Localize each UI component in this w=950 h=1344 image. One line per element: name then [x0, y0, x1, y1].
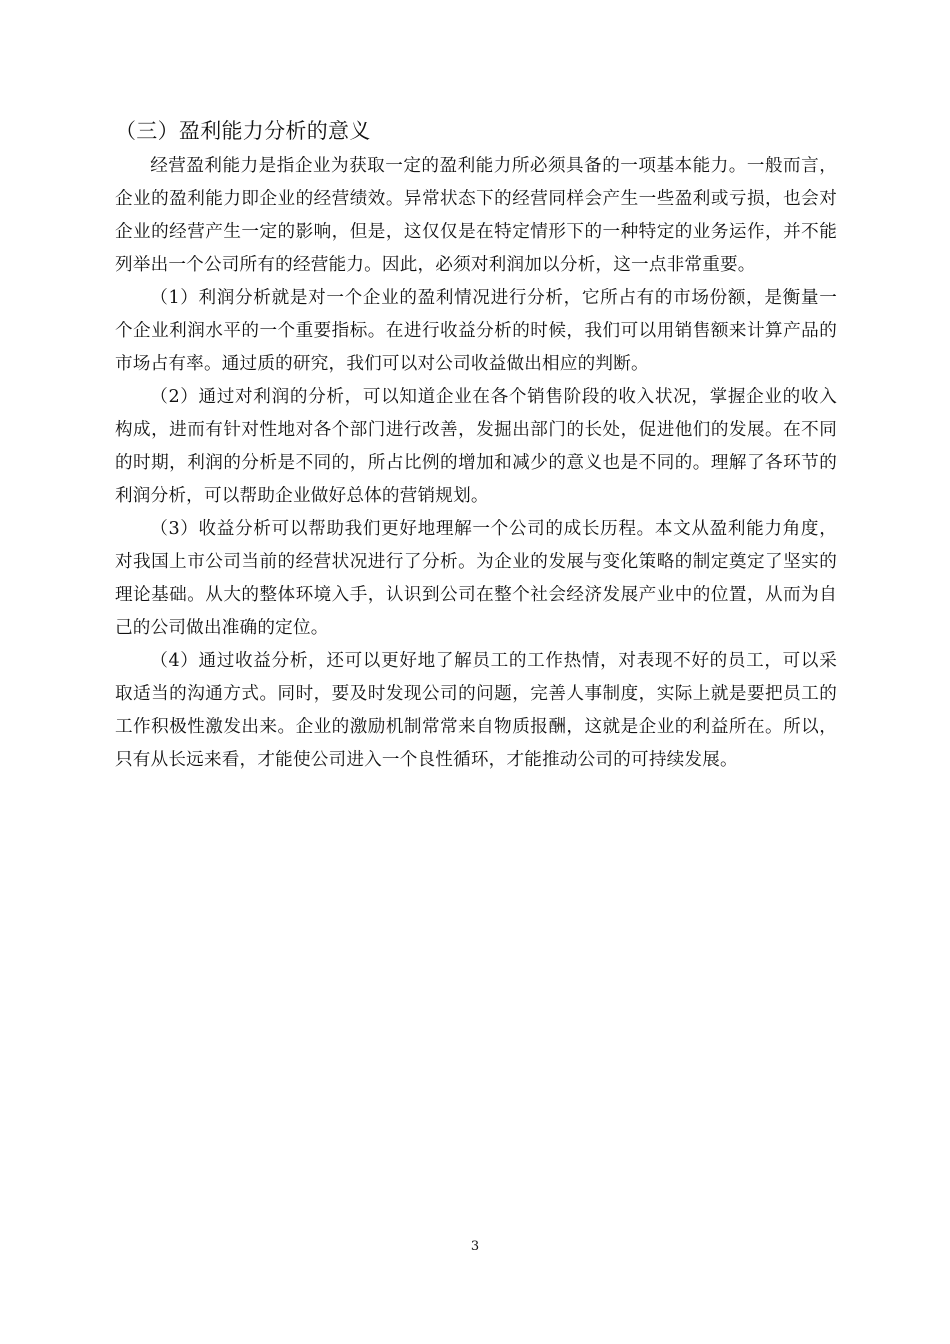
- paragraph-point-1: （1）利润分析就是对一个企业的盈利情况进行分析，它所占有的市场份额，是衡量一个企业利润水平的一个重要指标。在进行收益分析的时候，我们可以用销售额来计算产品的市场占有率。通过质的研究，我们可以对公司收益做出相应的判断。: [115, 288, 837, 374]
- section-heading: （三）盈利能力分析的意义: [115, 119, 371, 143]
- paragraph-point-4: （4）通过收益分析，还可以更好地了解员工的工作热情，对表现不好的员工，可以采取适当的沟通方式。同时，要及时发现公司的问题，完善人事制度，实际上就是要把员工的工作积极性激发出来。企业的激励机制常常来自物质报酬，这就是企业的利益所在。所以，只有从长远来看，才能使公司进入一个良性循环，才能推动公司的可持续发展。: [115, 651, 837, 770]
- paragraph-point-2: （2）通过对利润的分析，可以知道企业在各个销售阶段的收入状况，掌握企业的收入构成，进而有针对性地对各个部门进行改善，发掘出部门的长处，促进他们的发展。在不同的时期，利润的分析是不同的，所占比例的增加和减少的意义也是不同的。理解了各环节的利润分析，可以帮助企业做好总体的营销规划。: [115, 387, 837, 506]
- page-number: 3: [470, 1239, 480, 1254]
- section-body: [115, 150, 837, 777]
- paragraph-point-3: （3）收益分析可以帮助我们更好地理解一个公司的成长历程。本文从盈利能力角度，对我国上市公司当前的经营状况进行了分析。为企业的发展与变化策略的制定奠定了坚实的理论基础。从大的整体环境入手，认识到公司在整个社会经济发展产业中的位置，从而为自己的公司做出准确的定位。: [115, 519, 837, 638]
- paragraph-intro: 经营盈利能力是指企业为获取一定的盈利能力所必须具备的一项基本能力。一般而言，企业的盈利能力即企业的经营绩效。异常状态下的经营同样会产生一些盈利或亏损，也会对企业的经营产生一定的影响，但是，这仅仅是在特定情形下的一种特定的业务运作，并不能列举出一个公司所有的经营能力。因此，必须对利润加以分析，这一点非常重要。: [115, 156, 837, 275]
